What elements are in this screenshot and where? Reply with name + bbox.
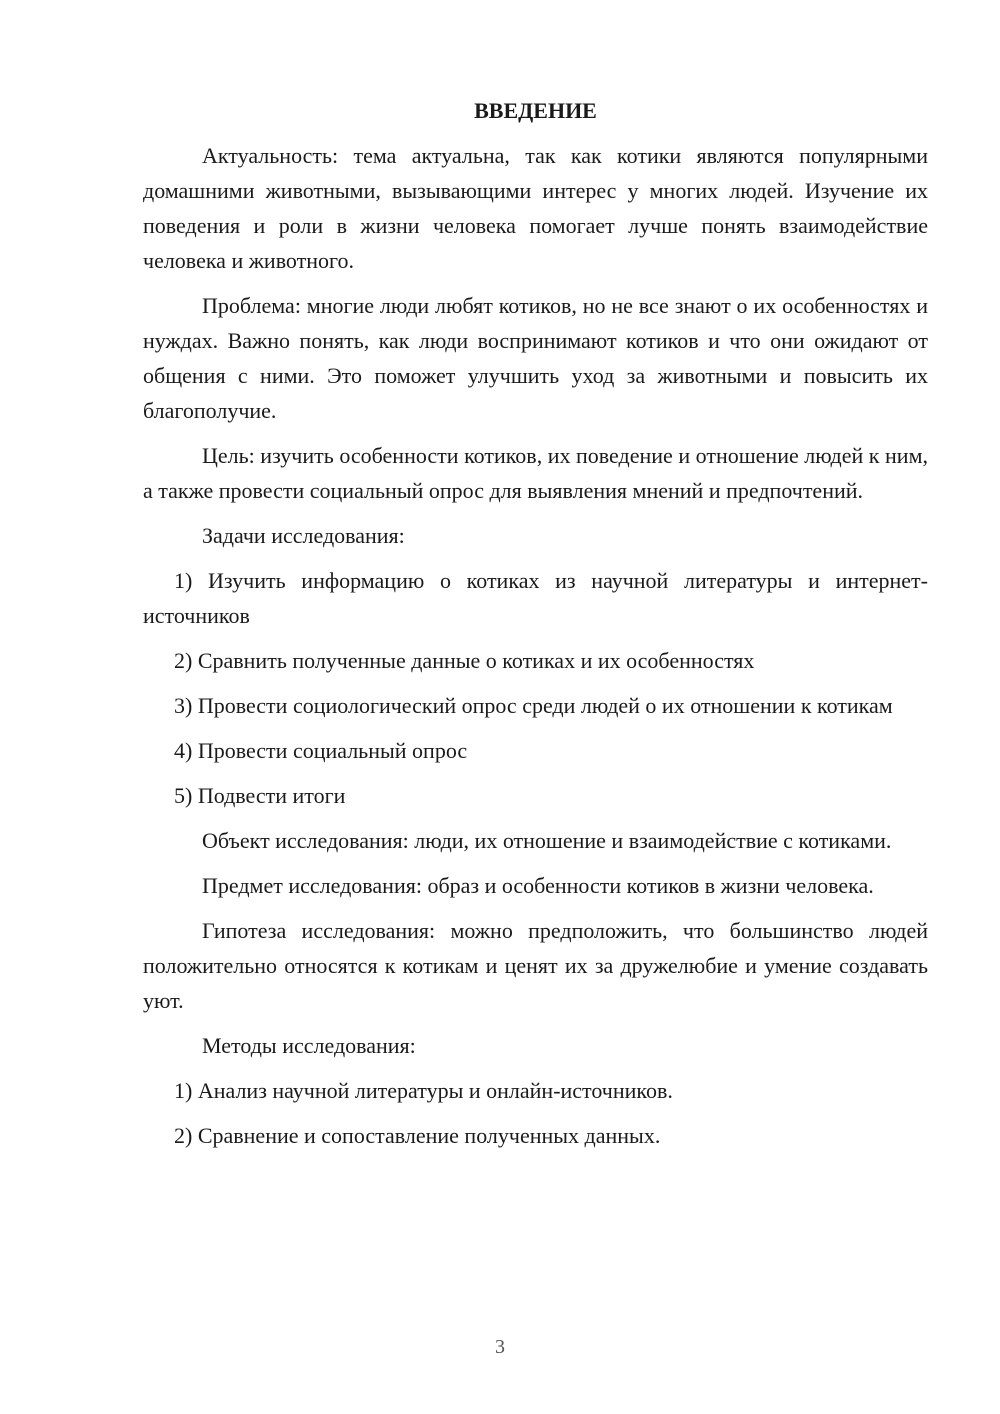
paragraph-hypothesis: Гипотеза исследования: можно предположить, что большинство людей положительно относятся к котикам и ценят их за дружелюбие и умение создавать уют. <box>143 918 928 1013</box>
method-item-2: 2) Сравнение и сопоставление полученных данных. <box>174 1123 661 1148</box>
paragraph-problem: Проблема: многие люди любят котиков, но не все знают о их особенностях и нуждах. Важно понять, как люди воспринимают котиков и что они ожидают от общения с ними. Это поможет улучшить уход за животными и повысить их благополучие. <box>143 293 928 423</box>
section-title: ВВЕДЕНИЕ <box>474 98 597 123</box>
task-item-1: 1) Изучить информацию о котиках из научной литературы и интернет-источников <box>143 568 928 628</box>
task-item-4: 4) Провести социальный опрос <box>174 738 468 763</box>
method-item-1: 1) Анализ научной литературы и онлайн-источников. <box>174 1078 673 1103</box>
page-number: 3 <box>495 1336 505 1358</box>
paragraph-object: Объект исследования: люди, их отношение и взаимодействие с котиками. <box>202 828 892 853</box>
task-item-2: 2) Сравнить полученные данные о котиках и их особенностях <box>174 648 755 673</box>
paragraph-relevance: Актуальность: тема актуальна, так как котики являются популярными домашними животными, вызывающими интерес у многих людей. Изучение их поведения и роли в жизни человека помогает лучше понять взаимодействие человека и животного. <box>143 143 928 273</box>
paragraph-tasks-heading: Задачи исследования: <box>202 523 405 548</box>
paragraph-methods-heading: Методы исследования: <box>202 1033 416 1058</box>
paragraph-subject: Предмет исследования: образ и особенности котиков в жизни человека. <box>202 873 874 898</box>
task-item-3: 3) Провести социологический опрос среди людей о их отношении к котикам <box>174 693 893 718</box>
task-item-5: 5) Подвести итоги <box>174 783 346 808</box>
paragraph-goal: Цель: изучить особенности котиков, их поведение и отношение людей к ним, а также провести социальный опрос для выявления мнений и предпочтений. <box>143 443 928 503</box>
